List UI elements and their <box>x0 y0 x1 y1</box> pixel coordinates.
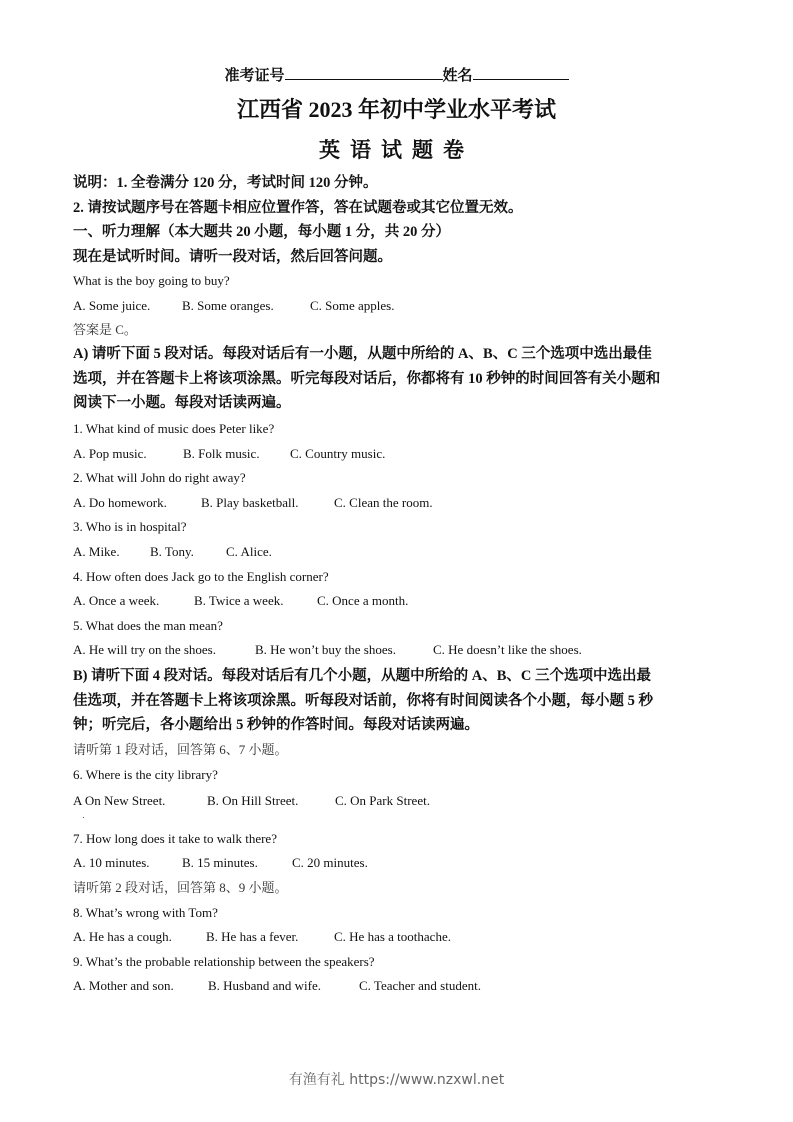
option-a: A. Once a week. <box>73 593 160 609</box>
question-4: 4. How often does Jack go to the English corner? <box>73 568 329 584</box>
part-b-instructions <box>73 664 733 738</box>
question-text: What is the boy going to buy? <box>73 273 230 288</box>
part-b-dialogue-1 <box>73 738 733 999</box>
instruction-line: B) 请听下面 4 段对话。每段对话后有几个小题，从题中所给的 A、B、C 三个选项中选出最 <box>73 668 651 684</box>
option-b: B. He has a fever. <box>206 929 299 945</box>
question-7: 7. How long does it take to walk there? <box>73 830 277 846</box>
exam-id-label: 准考证号 <box>224 68 285 84</box>
option-b: B. Some oranges. <box>182 297 274 313</box>
option-b: B. 15 minutes. <box>182 855 258 871</box>
options-row <box>73 442 733 467</box>
options-row <box>73 925 733 950</box>
instruction-line: 佳选项，并在答题卡上将该项涂黑。听每段对话前，你将有时间阅读各个小题，每小题 5 秒 <box>73 692 653 709</box>
option-c: C. He doesn’t like the shoes. <box>433 642 582 658</box>
option-a: A. He has a cough. <box>73 929 172 945</box>
trial-question <box>73 269 733 343</box>
option-c: C. Country music. <box>290 445 386 461</box>
instruction-line: 钟；听完后，各小题给出 5 秒钟的作答时间。每段对话读两遍。 <box>73 717 479 733</box>
option-a: A. 10 minutes. <box>73 855 150 871</box>
options-row <box>73 638 733 663</box>
option-a: A. Mike. <box>73 543 120 559</box>
question-1: 1. What kind of music does Peter like? <box>73 421 275 436</box>
exam-subtitle: 英语试题卷 <box>319 138 474 162</box>
options-row <box>73 294 733 319</box>
name-label: 姓名 <box>442 68 473 84</box>
question-3: 3. Who is in hospital? <box>73 519 187 535</box>
instruction-line-1: 说明：1. 全卷满分 120 分，考试时间 120 分钟。 <box>73 175 378 191</box>
name-blank <box>473 65 569 80</box>
candidate-info-line <box>0 64 793 85</box>
options-row <box>73 540 733 565</box>
options-row <box>73 491 733 516</box>
option-c: C. Some apples. <box>310 297 395 313</box>
option-a: A. Some juice. <box>73 297 151 313</box>
question-6: 6. Where is the city library? <box>73 766 218 782</box>
instruction-line: A) 请听下面 5 段对话。每段对话后有一小题，从题中所给的 A、B、C 三个选项中选出最佳 <box>73 346 652 362</box>
option-b: B. Folk music. <box>183 445 260 461</box>
watermark: 有渔有礼 https://www.nzxwl.net <box>288 1072 505 1088</box>
option-a: A On New Street. <box>73 793 166 809</box>
options-row <box>73 789 733 814</box>
trial-answer: 答案是 C。 <box>73 322 137 338</box>
exam-title: 江西省 2023 年初中学业水平考试 <box>236 97 556 122</box>
option-b: B. Play basketball. <box>201 494 299 510</box>
option-b: B. Twice a week. <box>194 593 284 609</box>
option-a: A. Do homework. <box>73 494 167 510</box>
instructions <box>73 171 733 269</box>
option-a: A. Pop music. <box>73 445 147 461</box>
option-c: C. Clean the room. <box>334 494 433 510</box>
instruction-line: 选项，并在答题卡上将该项涂黑。听完每段对话后，你都将有 10 秒钟的时间回答有关小题和 <box>73 370 661 387</box>
part-a-questions <box>73 417 733 663</box>
question-8: 8. What’s wrong with Tom? <box>73 904 218 920</box>
option-b: B. Tony. <box>150 543 194 559</box>
trial-instruction: 现在是试听时间。请听一段对话，然后回答问题。 <box>73 248 392 265</box>
options-row <box>73 851 733 876</box>
option-c: C. On Park Street. <box>335 793 430 809</box>
dialogue-1-prompt: 请听第 1 段对话，回答第 6、7 小题。 <box>73 742 288 757</box>
spacer <box>73 814 733 827</box>
options-row <box>73 974 733 999</box>
option-c: C. 20 minutes. <box>292 855 368 871</box>
instruction-line-2: 2. 请按试题序号在答题卡相应位置作答，答在试题卷或其它位置无效。 <box>73 199 523 216</box>
question-5: 5. What does the man mean? <box>73 617 223 633</box>
dialogue-2-prompt: 请听第 2 段对话，回答第 8、9 小题。 <box>73 879 288 895</box>
option-a: A. He will try on the shoes. <box>73 642 216 658</box>
instruction-line: 阅读下一小题。每段对话读两遍。 <box>73 395 291 411</box>
option-a: A. Mother and son. <box>73 978 174 994</box>
option-c: C. He has a toothache. <box>334 929 451 945</box>
option-c: C. Teacher and student. <box>359 978 481 994</box>
option-c: C. Once a month. <box>317 593 409 609</box>
option-b: B. He won’t buy the shoes. <box>255 642 396 658</box>
question-2: 2. What will John do right away? <box>73 470 246 486</box>
exam-id-blank <box>285 65 443 80</box>
option-b: B. Husband and wife. <box>208 978 322 994</box>
part-a-instructions <box>73 342 733 416</box>
option-b: B. On Hill Street. <box>207 793 299 809</box>
stray-mark <box>83 817 84 818</box>
section-1-heading: 一、听力理解（本大题共 20 小题，每小题 1 分，共 20 分） <box>73 224 450 240</box>
question-9: 9. What’s the probable relationship between the speakers? <box>73 953 375 969</box>
option-c: C. Alice. <box>226 543 272 559</box>
options-row <box>73 589 733 614</box>
